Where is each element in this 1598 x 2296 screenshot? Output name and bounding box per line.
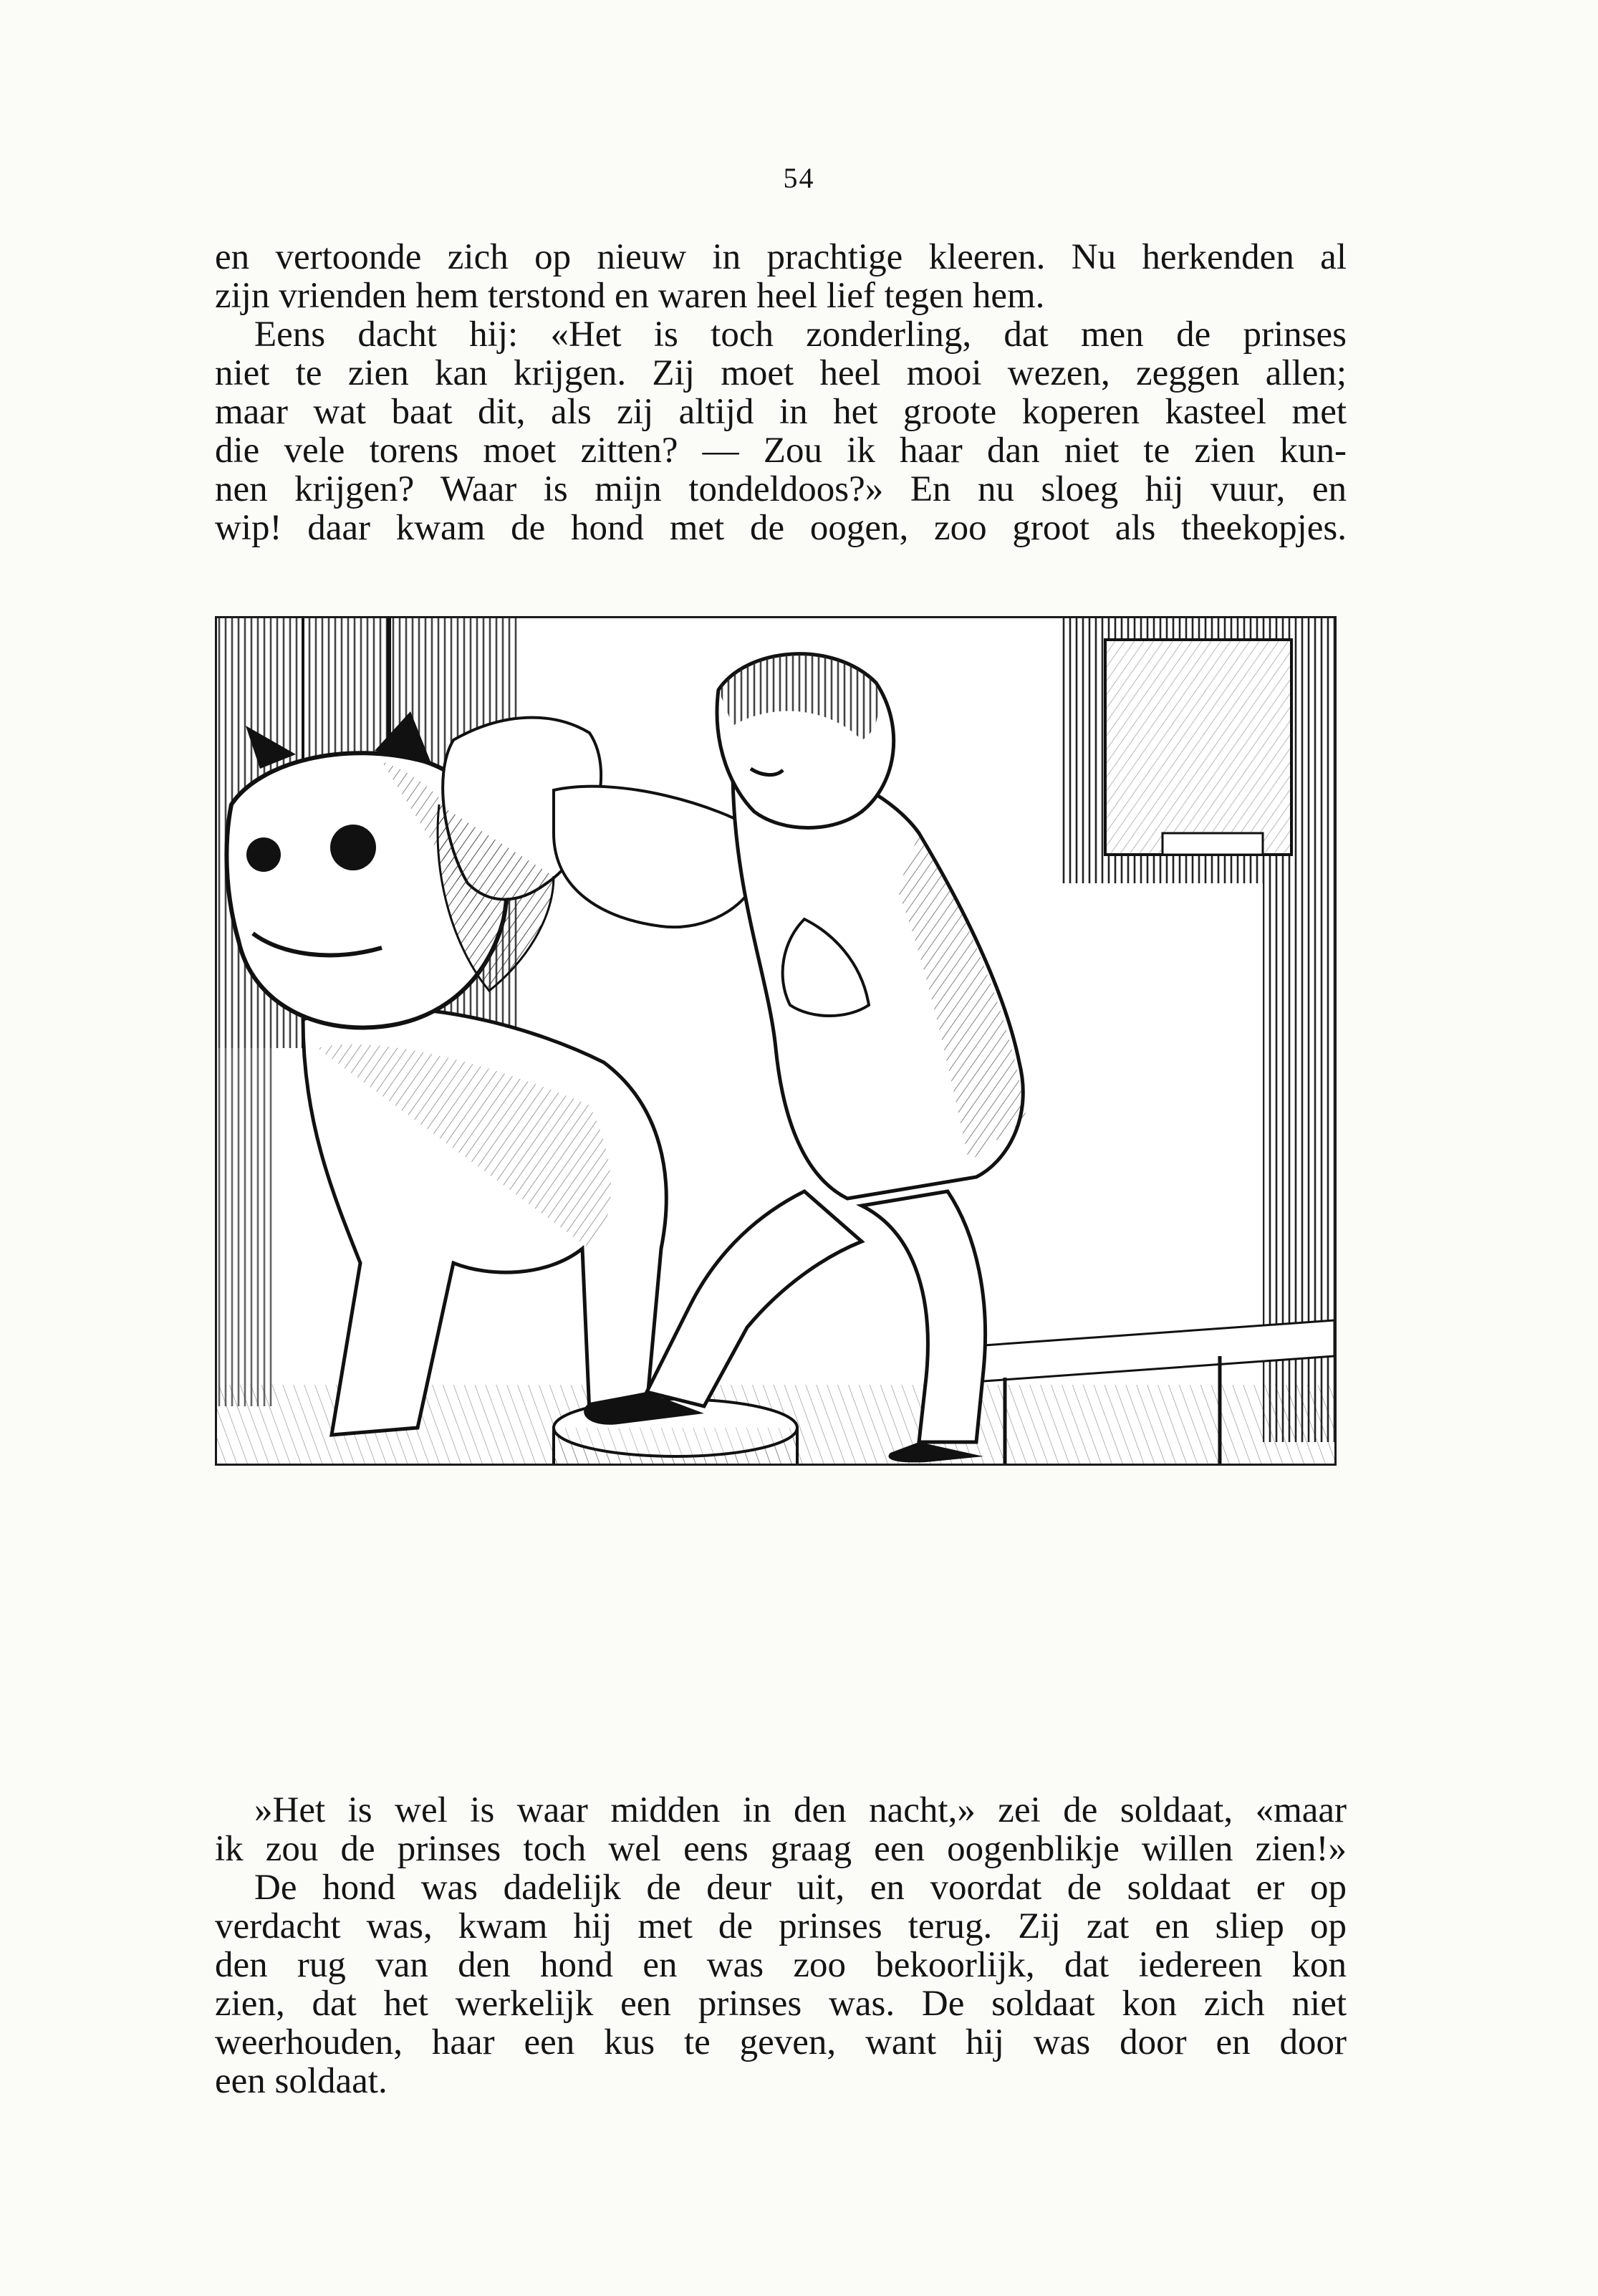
text-line: een soldaat. bbox=[215, 2061, 388, 2101]
engraving-picture bbox=[217, 618, 1334, 1464]
illustration bbox=[215, 616, 1337, 1466]
paragraph-2 bbox=[215, 1791, 1347, 2100]
paragraph-1 bbox=[215, 238, 1347, 547]
page-number: 54 bbox=[783, 162, 815, 194]
text-line: niet te zien kan krijgen. Zij moet heel mooi wezen, zeggen allen; bbox=[215, 353, 1347, 393]
text-line: en vertoonde zich op nieuw in prachtige kleeren. Nu herkenden al bbox=[215, 237, 1347, 277]
text-line: ik zou de prinses toch wel eens graag een oogenblikje willen zien!» bbox=[215, 1829, 1347, 1869]
text-line: »Het is wel is waar midden in den nacht,» zei de soldaat, «maar bbox=[254, 1790, 1347, 1830]
text-line: De hond was dadelijk de deur uit, en voordat de soldaat er op bbox=[254, 1868, 1347, 1908]
text-line: nen krijgen? Waar is mijn tondeldoos?» En nu sloeg hij vuur, en bbox=[215, 469, 1347, 509]
text-line: maar wat baat dit, als zij altijd in het groote koperen kasteel met bbox=[215, 392, 1347, 432]
text-line: den rug van den hond en was zoo bekoorlijk, dat iedereen kon bbox=[215, 1945, 1347, 1985]
text-line: wip! daar kwam de hond met de oogen, zoo groot als theekopjes. bbox=[215, 508, 1347, 548]
text-line: die vele torens moet zitten? — Zou ik haar dan niet te zien kun- bbox=[215, 431, 1347, 471]
text-line: zijn vrienden hem terstond en waren heel lief tegen hem. bbox=[215, 276, 1045, 316]
text-line: Eens dacht hij: «Het is toch zonderling, dat men de prinses bbox=[254, 314, 1347, 355]
text-line: zien, dat het werkelijk een prinses was. De soldaat kon zich niet bbox=[215, 1984, 1347, 2024]
text-line: weerhouden, haar een kus te geven, want hij was door en door bbox=[215, 2022, 1347, 2062]
text-line: verdacht was, kwam hij met de prinses terug. Zij zat en sliep op bbox=[215, 1906, 1347, 1946]
